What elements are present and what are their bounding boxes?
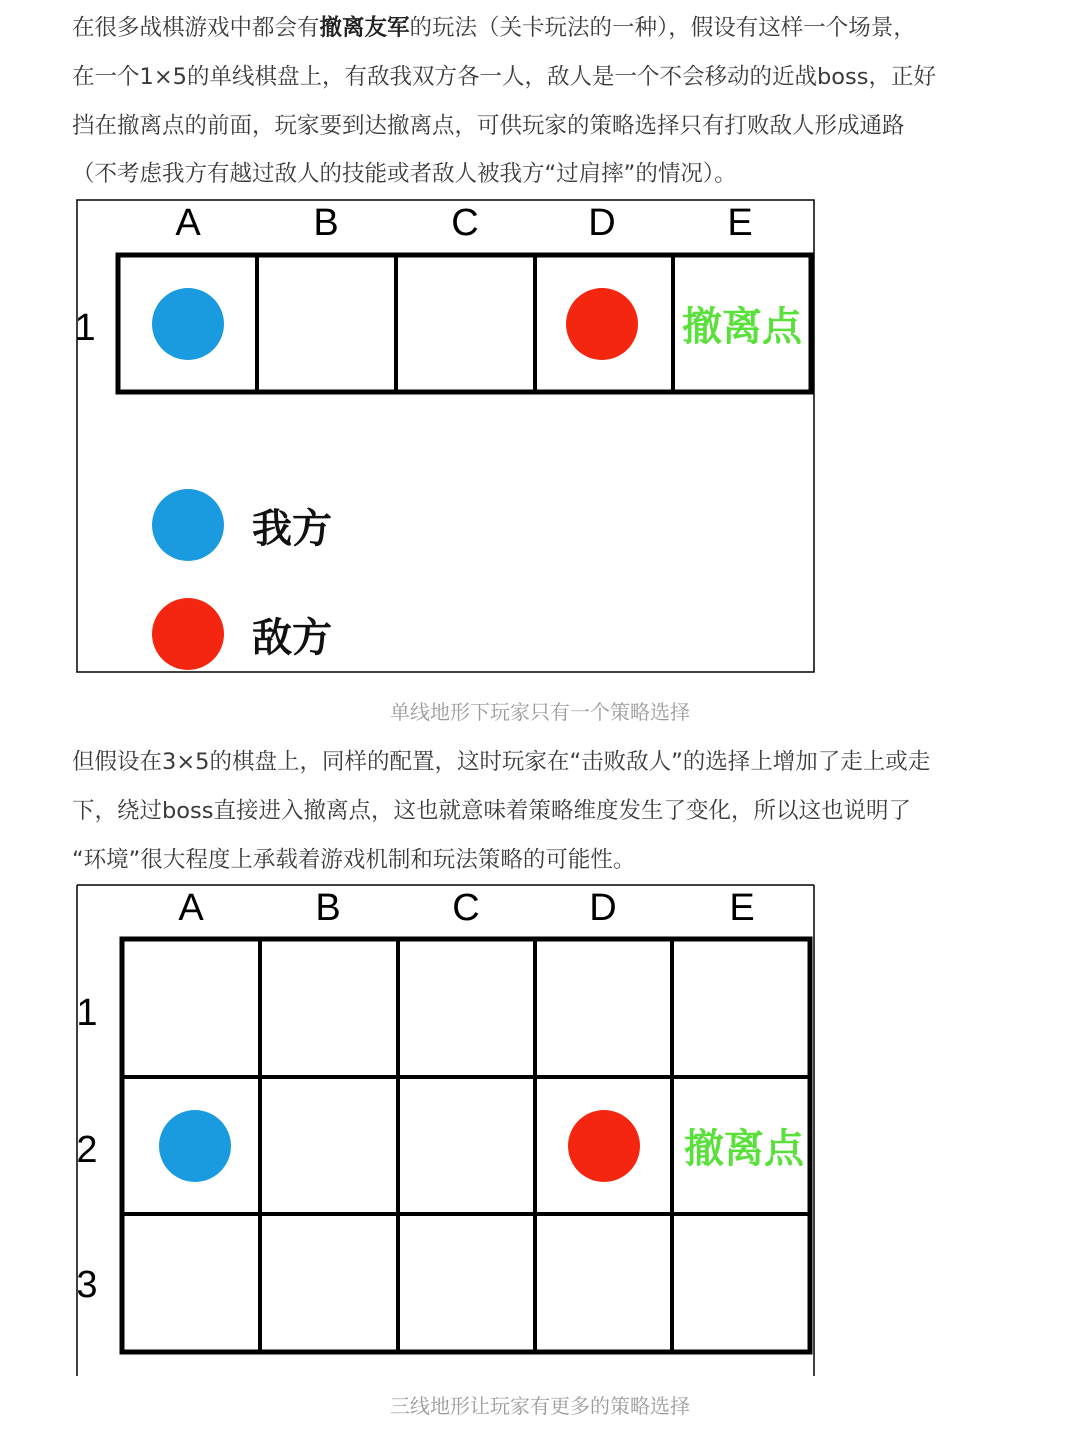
- text-line: [72, 4, 1012, 53]
- legend-ally-icon: [152, 489, 224, 561]
- figure2-caption: 三线地形让玩家有更多的策略选择: [390, 1394, 690, 1418]
- enemy-boss-token: [566, 288, 638, 360]
- three-lane-board: [76, 884, 815, 1376]
- text-segment: 的玩法（关卡玩法的一种），假设有这样一个场景，: [409, 15, 916, 41]
- single-lane-board-figure: [76, 199, 815, 673]
- intro-paragraph: [72, 4, 1012, 199]
- column-label-b: B: [315, 887, 341, 929]
- bold-term: 撤离友军: [319, 15, 410, 41]
- text-line: 但假设在3×5的棋盘上，同样的配置，这时玩家在“击败敌人”的选择上增加了走上或走: [72, 749, 931, 775]
- row-label-3: 3: [76, 1264, 98, 1306]
- text-line: （不考虑我方有越过敌人的技能或者敌人被我方“过肩摔”的情况）。: [72, 161, 737, 188]
- column-label-c: C: [452, 887, 480, 929]
- second-paragraph: [72, 738, 1012, 884]
- exit-point-label: 撤离点: [682, 304, 802, 350]
- text-line: 下，绕过boss直接进入撤离点，这也就意味着策略维度发生了变化，所以这也说明了: [72, 797, 911, 824]
- legend-ally-label: 我方: [252, 506, 332, 552]
- column-label-a: A: [178, 887, 204, 929]
- row-label-1: 1: [76, 307, 96, 349]
- legend-enemy-icon: [152, 598, 224, 670]
- legend-enemy-label: 敌方: [252, 615, 332, 661]
- column-label-d: D: [589, 887, 617, 929]
- column-label-d: D: [588, 202, 616, 244]
- column-label-e: E: [729, 887, 755, 929]
- text-segment: 在很多战棋游戏中都会有: [72, 15, 320, 41]
- column-label-a: A: [175, 202, 201, 244]
- enemy-boss-token: [568, 1110, 640, 1182]
- figure1-caption: 单线地形下玩家只有一个策略选择: [390, 700, 690, 724]
- single-lane-board: [76, 199, 815, 673]
- three-lane-board-figure: [76, 884, 815, 1376]
- ally-unit-token: [159, 1110, 231, 1182]
- text-line: 在一个1×5的单线棋盘上，有敌我双方各一人，敌人是一个不会移动的近战boss，正好: [72, 63, 936, 90]
- ally-unit-token: [152, 288, 224, 360]
- text-line: 挡在撤离点的前面，玩家要到达撤离点，可供玩家的策略选择只有打败敌人形成通路: [72, 112, 905, 139]
- column-label-b: B: [313, 202, 339, 244]
- row-label-1: 1: [76, 992, 98, 1034]
- row-label-2: 2: [76, 1129, 98, 1171]
- text-line: “环境”很大程度上承载着游戏机制和玩法策略的可能性。: [72, 846, 636, 873]
- exit-point-label: 撤离点: [684, 1126, 804, 1172]
- column-label-c: C: [451, 202, 479, 244]
- column-label-e: E: [727, 202, 753, 244]
